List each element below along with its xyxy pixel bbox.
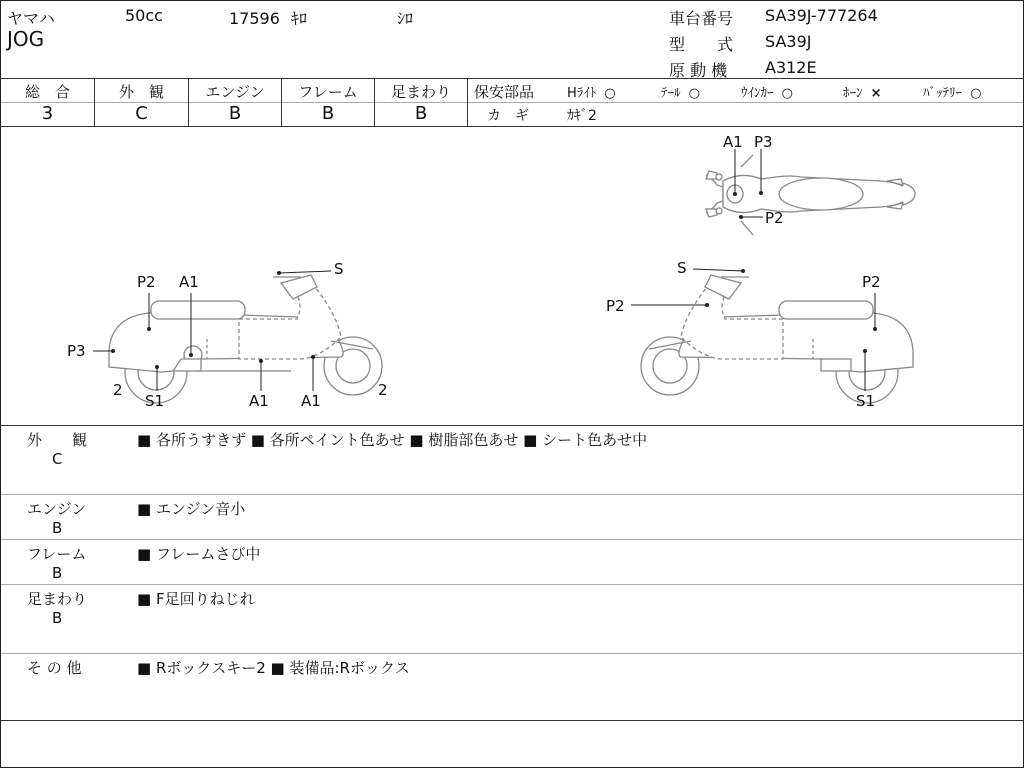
note-text-frame: ■ フレームさび中: [137, 545, 261, 563]
key-label: カ ギ: [487, 108, 529, 124]
scooter-top-view: [706, 155, 915, 235]
grade-label-exterior: 外 観: [118, 83, 164, 101]
diagram-label: S1: [145, 392, 165, 410]
model-name: JOG: [7, 27, 45, 51]
scooter-left-side: [109, 275, 382, 403]
diagram-label: 2: [113, 381, 123, 399]
safety-item-name: ｳｲﾝｶｰ: [741, 86, 774, 101]
diagram-label: P3: [67, 342, 86, 360]
diagram-label: 2: [378, 381, 388, 399]
divider: [1, 425, 1023, 426]
divider: [1, 539, 1023, 540]
diagram-label: P2: [137, 273, 156, 291]
safety-item-mark: ○: [970, 86, 982, 101]
safety-item-name: ﾊﾞｯﾃﾘｰ: [923, 86, 962, 101]
frame-no-label: 車台番号: [669, 9, 734, 28]
maker: ヤマハ: [7, 9, 55, 28]
diagram-label: P2: [862, 273, 881, 291]
grade-value-frame: B: [321, 103, 335, 124]
divider: [1, 494, 1023, 495]
safety-item-mark: ○: [604, 86, 616, 101]
safety-label: 保安部品: [474, 83, 535, 101]
frame-no: SA39J-777264: [765, 6, 878, 25]
divider: [467, 78, 468, 126]
note-text-exterior: ■ 各所うすきず ■ 各所ペイント色あせ ■ 樹脂部色あせ ■ シート色あせ中: [137, 431, 648, 449]
diagram-label: P3: [754, 133, 773, 151]
divider: [1, 653, 1023, 654]
key-value: ｶｷﾞ2: [567, 108, 597, 124]
diagram-label: S: [677, 259, 687, 277]
note-grade-engine: B: [52, 519, 63, 537]
note-text-suspension: ■ F足回りねじれ: [137, 590, 255, 608]
safety-item-mark: ○: [688, 86, 700, 101]
note-category-engine: エンジン: [27, 500, 87, 518]
mileage-unit: ｷﾛ: [291, 9, 308, 28]
type-value: SA39J: [765, 32, 812, 51]
grade-value-exterior: C: [135, 103, 148, 124]
safety-item-headlight: [567, 82, 616, 101]
note-category-suspension: 足まわり: [27, 590, 88, 608]
diagram-label: S1: [856, 392, 876, 410]
divider: [467, 102, 1023, 103]
diagram-label: P2: [765, 209, 784, 227]
note-category-other: そ の 他: [27, 659, 82, 677]
divider: [1, 78, 1023, 79]
safety-item-name: ﾃｰﾙ: [661, 86, 681, 101]
engine-label: 原 動 機: [669, 61, 728, 80]
safety-item-battery: [923, 82, 981, 101]
safety-item-mark: ×: [870, 86, 882, 101]
safety-item-horn: [843, 82, 882, 101]
grade-label-suspension: 足まわり: [390, 83, 451, 101]
scooter-right-side: [641, 275, 913, 403]
diagram-label: A1: [249, 392, 269, 410]
displacement: 50cc: [125, 6, 163, 25]
note-grade-frame: B: [52, 564, 63, 582]
safety-item-tail: [661, 82, 700, 101]
safety-item-mark: ○: [781, 86, 793, 101]
damage-diagram: [1, 127, 1023, 425]
safety-item-name: Hﾗｲﾄ: [567, 86, 597, 101]
grade-value-overall: 3: [41, 103, 54, 124]
diagram-label: A1: [179, 273, 199, 291]
safety-item-winker: [741, 82, 793, 101]
grade-value-suspension: B: [414, 103, 428, 124]
diagram-label: S: [334, 260, 344, 278]
note-grade-suspension: B: [52, 609, 63, 627]
grade-value-engine: B: [228, 103, 242, 124]
note-text-engine: ■ エンジン音小: [137, 500, 246, 518]
diagram-label: A1: [723, 133, 743, 151]
note-grade-exterior: C: [52, 450, 63, 468]
grade-label-frame: フレーム: [298, 83, 358, 101]
note-category-exterior: 外 観: [27, 431, 88, 449]
mileage: [229, 6, 307, 29]
grade-label-overall: 総 合: [24, 83, 70, 101]
note-text-other: ■ Rボックスキー2 ■ 装備品:Rボックス: [137, 659, 410, 677]
color: ｼﾛ: [397, 9, 414, 28]
safety-item-name: ﾎｰﾝ: [843, 86, 863, 101]
engine-value: A312E: [765, 58, 817, 77]
grade-label-engine: エンジン: [205, 83, 265, 101]
divider: [1, 720, 1023, 721]
mileage-value: 17596: [229, 9, 280, 28]
divider: [1, 584, 1023, 585]
note-category-frame: フレーム: [27, 545, 87, 563]
type-label: 型 式: [669, 35, 734, 54]
diagram-label: A1: [301, 392, 321, 410]
diagram-label: P2: [606, 297, 625, 315]
